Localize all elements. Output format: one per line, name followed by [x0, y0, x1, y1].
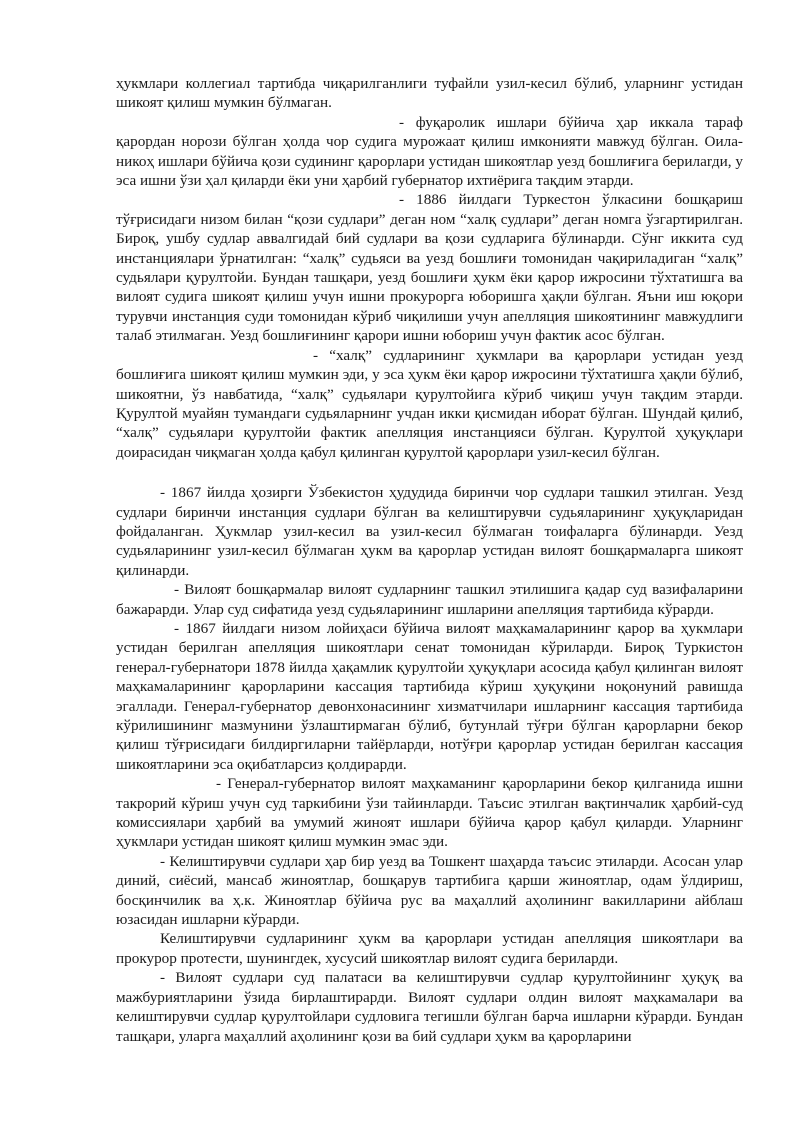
- paragraph-10: Келиштирувчи судларининг ҳукм ва қарорлари устидан апелляция шикоятлари ва прокурор протести, шунингдек, хусусий шикоятлар вилоят судига бериларди.: [116, 930, 743, 967]
- paragraph-1: ҳукмлари коллегиал тартибда чиқарилганлиги туфайли узил-кесил бўлиб, уларнинг устидан шикоят қилиш мумкин бўлмаган.: [116, 75, 743, 112]
- paragraph-9: - Келиштирувчи судлари ҳар бир уезд ва Тошкент шаҳарда таъсис этиларди. Асосан улар диний, сиёсий, мансаб жиноятлар, бошқарув тартибига қарши жиноятлар, одам ўлдириш, босқинчилик ва ҳ.к. Жиноятлар бўйича рус ва маҳаллий аҳолининг вакилларини айблаш юзасидан ишларни кўрарди.: [116, 852, 743, 929]
- paragraph-8: - Генерал-губернатор вилоят маҳкаманинг қарорларини бекор қилганида ишни такрорий кўриш учун суд таркибини ўзи тайинларди. Таъсис этилган вақтинчалик ҳарбий-суд комиссиялари ҳарбий ва умумий жиноят ишлари бўйича қарор қабул қиларди. Уларнинг ҳукмлари устидан шикоят қилиш мумкин эмас эди.: [116, 775, 743, 851]
- paragraph-7: - 1867 йилдаги низом лойиҳаси бўйича вилоят маҳкамаларининг қарор ва ҳукмлари устидан берилган апелляция шикоятлари сенат томонидан кўриларди. Бироқ Туркистон генерал-губернатори 1878 йилда ҳақамлик қурултойи ҳуқуқлари асосида қабул қилинган вилоят маҳкамаларининг қарорларини кассация тартибида кўриш ҳуқуқини ноқонуний равишда эгаллади. Генерал-губернатор девонхонасининг хизматчилари ишларнинг кассация тартибида кўрилишининг мазмунини ўзлаштирмаган бўлиб, бутунлай тўғри бўлган қарорларни бекор қилиш тўғрисидаги билдиргиларни тайёрларди, нотўғри қарорлар устидан берилган кассация шикоятларини эса оқибатларсиз қолдирарди.: [116, 619, 743, 773]
- paragraph-2: - фуқаролик ишлари бўйича ҳар иккала тараф қарордан норози бўлган ҳолда чор судига мурожаат қилиш имконияти мавжуд бўлган. Оила-никоҳ ишлари бўйича қози судининг қарорлари устидан шикоятлар уезд бошлиғига берилarди, у эса ишни ўзи ҳал қиларди ёки уни ҳарбий губернатор ихтиёрига тақдим этарди.: [116, 113, 743, 190]
- paragraph-3: - 1886 йилдаги Туркестон ўлкасини бошқариш тўғрисидаги низом билан “қози судлари” деган ном “халқ судлари” деган номга ўзгартирилган. Бироқ, ушбу судлар аввалгидай бий судлари ва қози судларига бўлинарди. Сўнг иккита суд инстанциялари ўрнатилган: “халқ” судьяси ва уезд бошлиғи томонидан чақириладиган “халқ” судьялари қурултойи. Бундан ташқари, уезд бошлиғи ҳукм ёки қарор ижросини тўхтатишга ва вилоят судига шикоят қилиш учун ишни прокурорга юборишга ҳақли бўлган. Яъни иш юқори турувчи инстанция суди томонидан кўриб чиқилиши учун апелляция шикоятининг мавжудлиги талаб этилмаган. Уезд бошлиғининг қарори ишни юбориш учун фактик асос бўлган.: [116, 191, 743, 345]
- paragraph-5: - 1867 йилда ҳозирги Ўзбекистон ҳудудида биринчи чор судлари ташкил этилган. Уезд судлари биринчи инстанция судлари бўлган ва келиштирувчи судьяларининг ҳуқуқларидан фойдаланган. Ҳукмлар узил-кесил ва узил-кесил бўлмаган тоифаларга бўлинарди. Уезд судьяларининг узил-кесил бўлмаган ҳукм ва қарорлар устидан вилоят бошқармаларга шикоят қилинарди.: [116, 484, 743, 579]
- paragraph-gap: [116, 462, 743, 483]
- paragraph-4: - “халқ” судларининг ҳукмлари ва қарорлари устидан уезд бошлиғига шикоят қилиш мумкин эди, у эса ҳукм ёки қарор ижросини тўхтатишга ҳақли бўлиб, шикоятни, ўз навбатида, “халқ” судьялари қурултойига кўриб чиқиш учун тақдим этарди. Қурултой муайян тумандаги судьяларнинг учдан икки қисмидан иборат бўлган. Шундай қилиб, “халқ” судьялари қурултойи фактик апелляция инстанцияси бўлган. Қурултой ҳуқуқлари доирасидан чиқмаган ҳолда қабул қилинган қурултой қарорлари узил-кесил бўлган.: [116, 346, 743, 461]
- paragraph-6: - Вилоят бошқармалар вилоят судларнинг ташкил этилишига қадар суд вазифаларини бажарарди. Улар суд сифатида уезд судьяларининг ишларини апелляция тартибида кўрарди.: [116, 581, 743, 618]
- paragraph-11: - Вилоят судлари суд палатаси ва келиштирувчи судлар қурултойининг ҳуқуқ ва мажбуриятларини ўзида бирлаштирарди. Вилоят судлари олдин вилоят маҳкамалари ва келиштирувчи судлар қурултойлари судловига тегишли бўлган барча ишларни кўрарди. Бундан ташқари, уларга маҳаллий аҳолининг қози ва бий судлари ҳукм ва қарорларини: [116, 969, 743, 1045]
- document-page: [116, 74, 743, 1046]
